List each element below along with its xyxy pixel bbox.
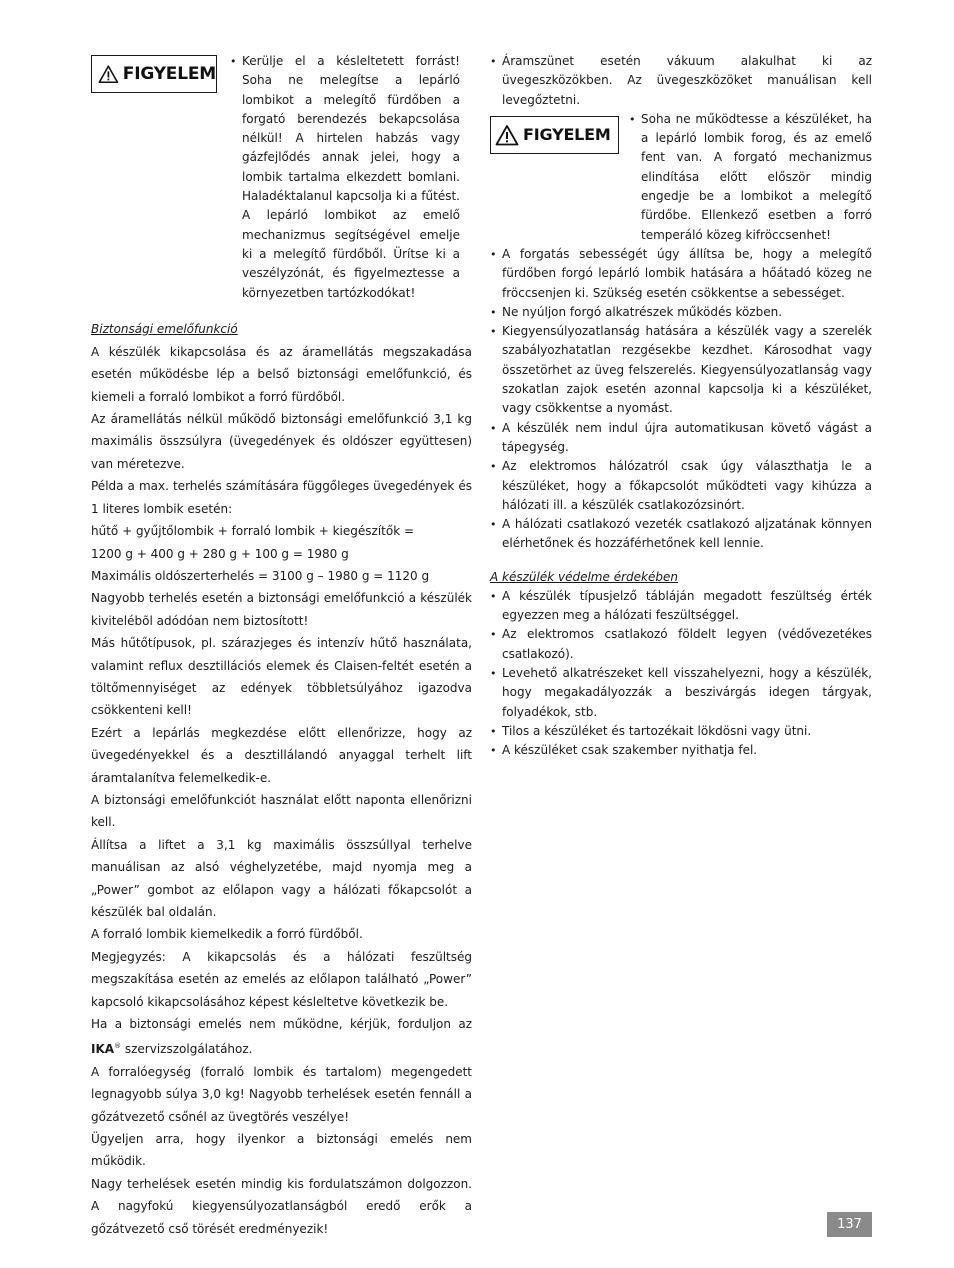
registered-mark: ® [114, 1042, 122, 1051]
page-number: 137 [827, 1212, 872, 1237]
list-item: • Az elektromos csatlakozó földelt legyen (védővezetékes csatlakozó). [490, 625, 872, 664]
ika-text-after: szervizszolgálatához. [121, 1042, 253, 1057]
paragraph: A készülék kikapcsolása és az áramellátás megszakadása esetén működésbe lép a belső biztonsági emelőfunkció, és kiemeli a forraló lombikot a forró fürdőből. [91, 344, 472, 404]
ika-service-paragraph [91, 1013, 472, 1061]
warning-box [490, 116, 619, 154]
warning-box [91, 55, 217, 93]
list-item: • A készülék típusjelző tábláján megadott feszültség érték egyezzen meg a hálózati feszültséggel. [490, 587, 872, 626]
paragraph: Megjegyzés: A kikapcsolás és a hálózati feszültség megszakítása esetén az emelés az előlapon található „Power” kapcsoló kikapcsolásához képest késleltetve következik be. [91, 949, 472, 1009]
warning-triangle-icon [495, 124, 519, 146]
warning-bullet-list [230, 52, 460, 303]
paragraph: Maximális oldószerterhelés = 3100 g – 1980 g = 1120 g [91, 568, 430, 583]
list-item: • Levehető alkatrészeket kell visszahelyezni, hogy a készülék, hogy megakadályozzák a beszivárgás idegen tárgyak, folyadékok, stb. [490, 664, 872, 722]
warning-label: FIGYELEM [122, 64, 216, 84]
list-item: • A készülék nem indul újra automatikusan követő vágást a tápegység. [490, 419, 872, 458]
paragraph: Ezért a lepárlás megkezdése előtt ellenőrizze, hogy az üvegedényekkel és a desztillálandó anyaggal terhelt lift áramtalanítva felemelkedik-e. [91, 725, 472, 785]
section-title-device-protection: A készülék védelme érdekében [490, 569, 678, 584]
list-item: • Ne nyúljon forgó alkatrészek működés közben. [490, 303, 872, 322]
list-item: • Az elektromos hálózatról csak úgy választhatja le a készüléket, hogy a főkapcsolót működteti vagy kihúzza a hálózati ill. a készülék csatlakozózsinórt. [490, 457, 872, 515]
paragraph: A forralóegység (forraló lombik és tartalom) megengedett legnagyobb súlya 3,0 kg! Nagyobb terhelések esetén fennáll a gőzátvezető csőnél az üvegtörés veszélye! [91, 1064, 472, 1124]
list-item: • Kiegyensúlyozatlanság hatására a készülék vagy a szerelék szabályozhatatlan rezgésekbe kezdhet. Károsodhat vagy összetörhet az üveg felszerelés. Kiegyensúlyozatlanság vagy szokatlan zajok esetén azonnal kapcsolja ki a készüléket, vagy csökkentse a nyomást. [490, 322, 872, 418]
paragraph: Az áramellátás nélkül működő biztonsági emelőfunkció 3,1 kg maximális összsúlyra (üvegedények és oldószer együttesen) van méretezve. [91, 412, 472, 471]
list-item: • Tilos a készüléket és tartozékait lökdösni vagy ütni. [490, 722, 872, 741]
warning-block-left [91, 52, 472, 303]
paragraph: 1200 g + 400 g + 280 g + 100 g = 1980 g [91, 546, 349, 561]
warning-triangle-icon [98, 63, 119, 85]
ika-text-before: Ha a biztonsági emelés nem működne, kérjük, forduljon az [91, 1017, 472, 1032]
paragraph: A forraló lombik kiemelkedik a forró fürdőből. [91, 927, 363, 942]
warning-bullet-list [629, 110, 872, 245]
list-item: • A forgatás sebességét úgy állítsa be, hogy a melegítő fürdőben forgó lepárló lombik hatására a hőátadó közeg ne fröccsenjen ki. Szükség esetén csökkentse a sebességet. [490, 245, 872, 303]
ika-brand: IKA [91, 1042, 115, 1057]
list-item: • Áramszünet esetén vákuum alakulhat ki az üvegeszközökben. Az üvegeszközöket manuálisan kell levegőztetni. [490, 52, 872, 110]
paragraph: Ügyeljen arra, hogy ilyenkor a biztonsági emelés nem működik. [91, 1132, 472, 1169]
paragraph: Nagy terhelések esetén mindig kis fordulatszámon dolgozzon. A nagyfokú kiegyensúlyozatlanságból eredő erők a gőzátvezető cső törését eredményezik! [91, 1176, 472, 1236]
paragraph: Állítsa a liftet a 3,1 kg maximális összsúllyal terhelve manuálisan az alsó véghelyzetébe, majd nyomja meg a „Power” gombot az előlapon vagy a hálózati főkapcsolót a készülék bal oldalán. [91, 837, 472, 920]
right-column [490, 52, 872, 760]
list-item: • A készüléket csak szakember nyithatja fel. [490, 741, 872, 760]
list-item: • A hálózati csatlakozó vezeték csatlakozó aljzatának könnyen elérhetőnek és hozzáférhetőnek kell lennie. [490, 515, 872, 554]
paragraph: A biztonsági emelőfunkciót használat előtt naponta ellenőrizni kell. [91, 792, 472, 830]
section-title-safety-lift: Biztonsági emelőfunkció [91, 321, 238, 336]
paragraph: Példa a max. terhelés számítására függőleges üvegedények és 1 literes lombik esetén: [91, 479, 472, 516]
warning-label: FIGYELEM [523, 125, 611, 145]
paragraph: Más hűtőtípusok, pl. szárazjeges és intenzív hűtő használata, valamint reflux desztillációs elemek és Claisen-feltét esetén a töltőmennyiséget az edények többletsúlyához igazodva csökkenteni kell! [91, 636, 472, 718]
list-item: • Soha ne működtesse a készüléket, ha a lepárló lombik forog, és az emelő fent van. A forgató mechanizmus elindítása előtt először mindig engedje be a lombikot a melegítő fürdőbe. Ellenkező esetben a forró temperáló közeg kifröccsenhet! [629, 110, 872, 245]
safety-lift-paragraphs [91, 341, 472, 1013]
paragraph: hűtő + gyűjtőlombik + forraló lombik + kiegészítők = [91, 524, 415, 539]
warning-block-right [490, 110, 872, 245]
vacuum-bullet-list [490, 52, 872, 110]
paragraph: Nagyobb terhelés esetén a biztonsági emelőfunkció a készülék kivitelébõl adódóan nem biztosított! [91, 591, 472, 628]
protection-bullet-list [490, 587, 872, 761]
load-warning-paragraphs [91, 1061, 472, 1240]
list-item: • Kerülje el a késleltetett forrást! Soha ne melegítse a lepárló lombikot a melegítő fürdőben a forgató berendezés bekapcsolása nélkül! A hirtelen habzás vagy gázfejlődés annak jelei, hogy a lombik tartalma elkezdett bomlani. Haladéktalanul kapcsolja ki a fűtést. A lepárló lombikot az emelő mechanizmus segítségével emelje ki a melegítő fürdőből. Ürítse ki a veszélyzónát, és figyelmeztesse a környezetben tartózkodókat! [230, 52, 460, 303]
left-column [91, 52, 472, 1240]
operation-bullet-list [490, 245, 872, 554]
